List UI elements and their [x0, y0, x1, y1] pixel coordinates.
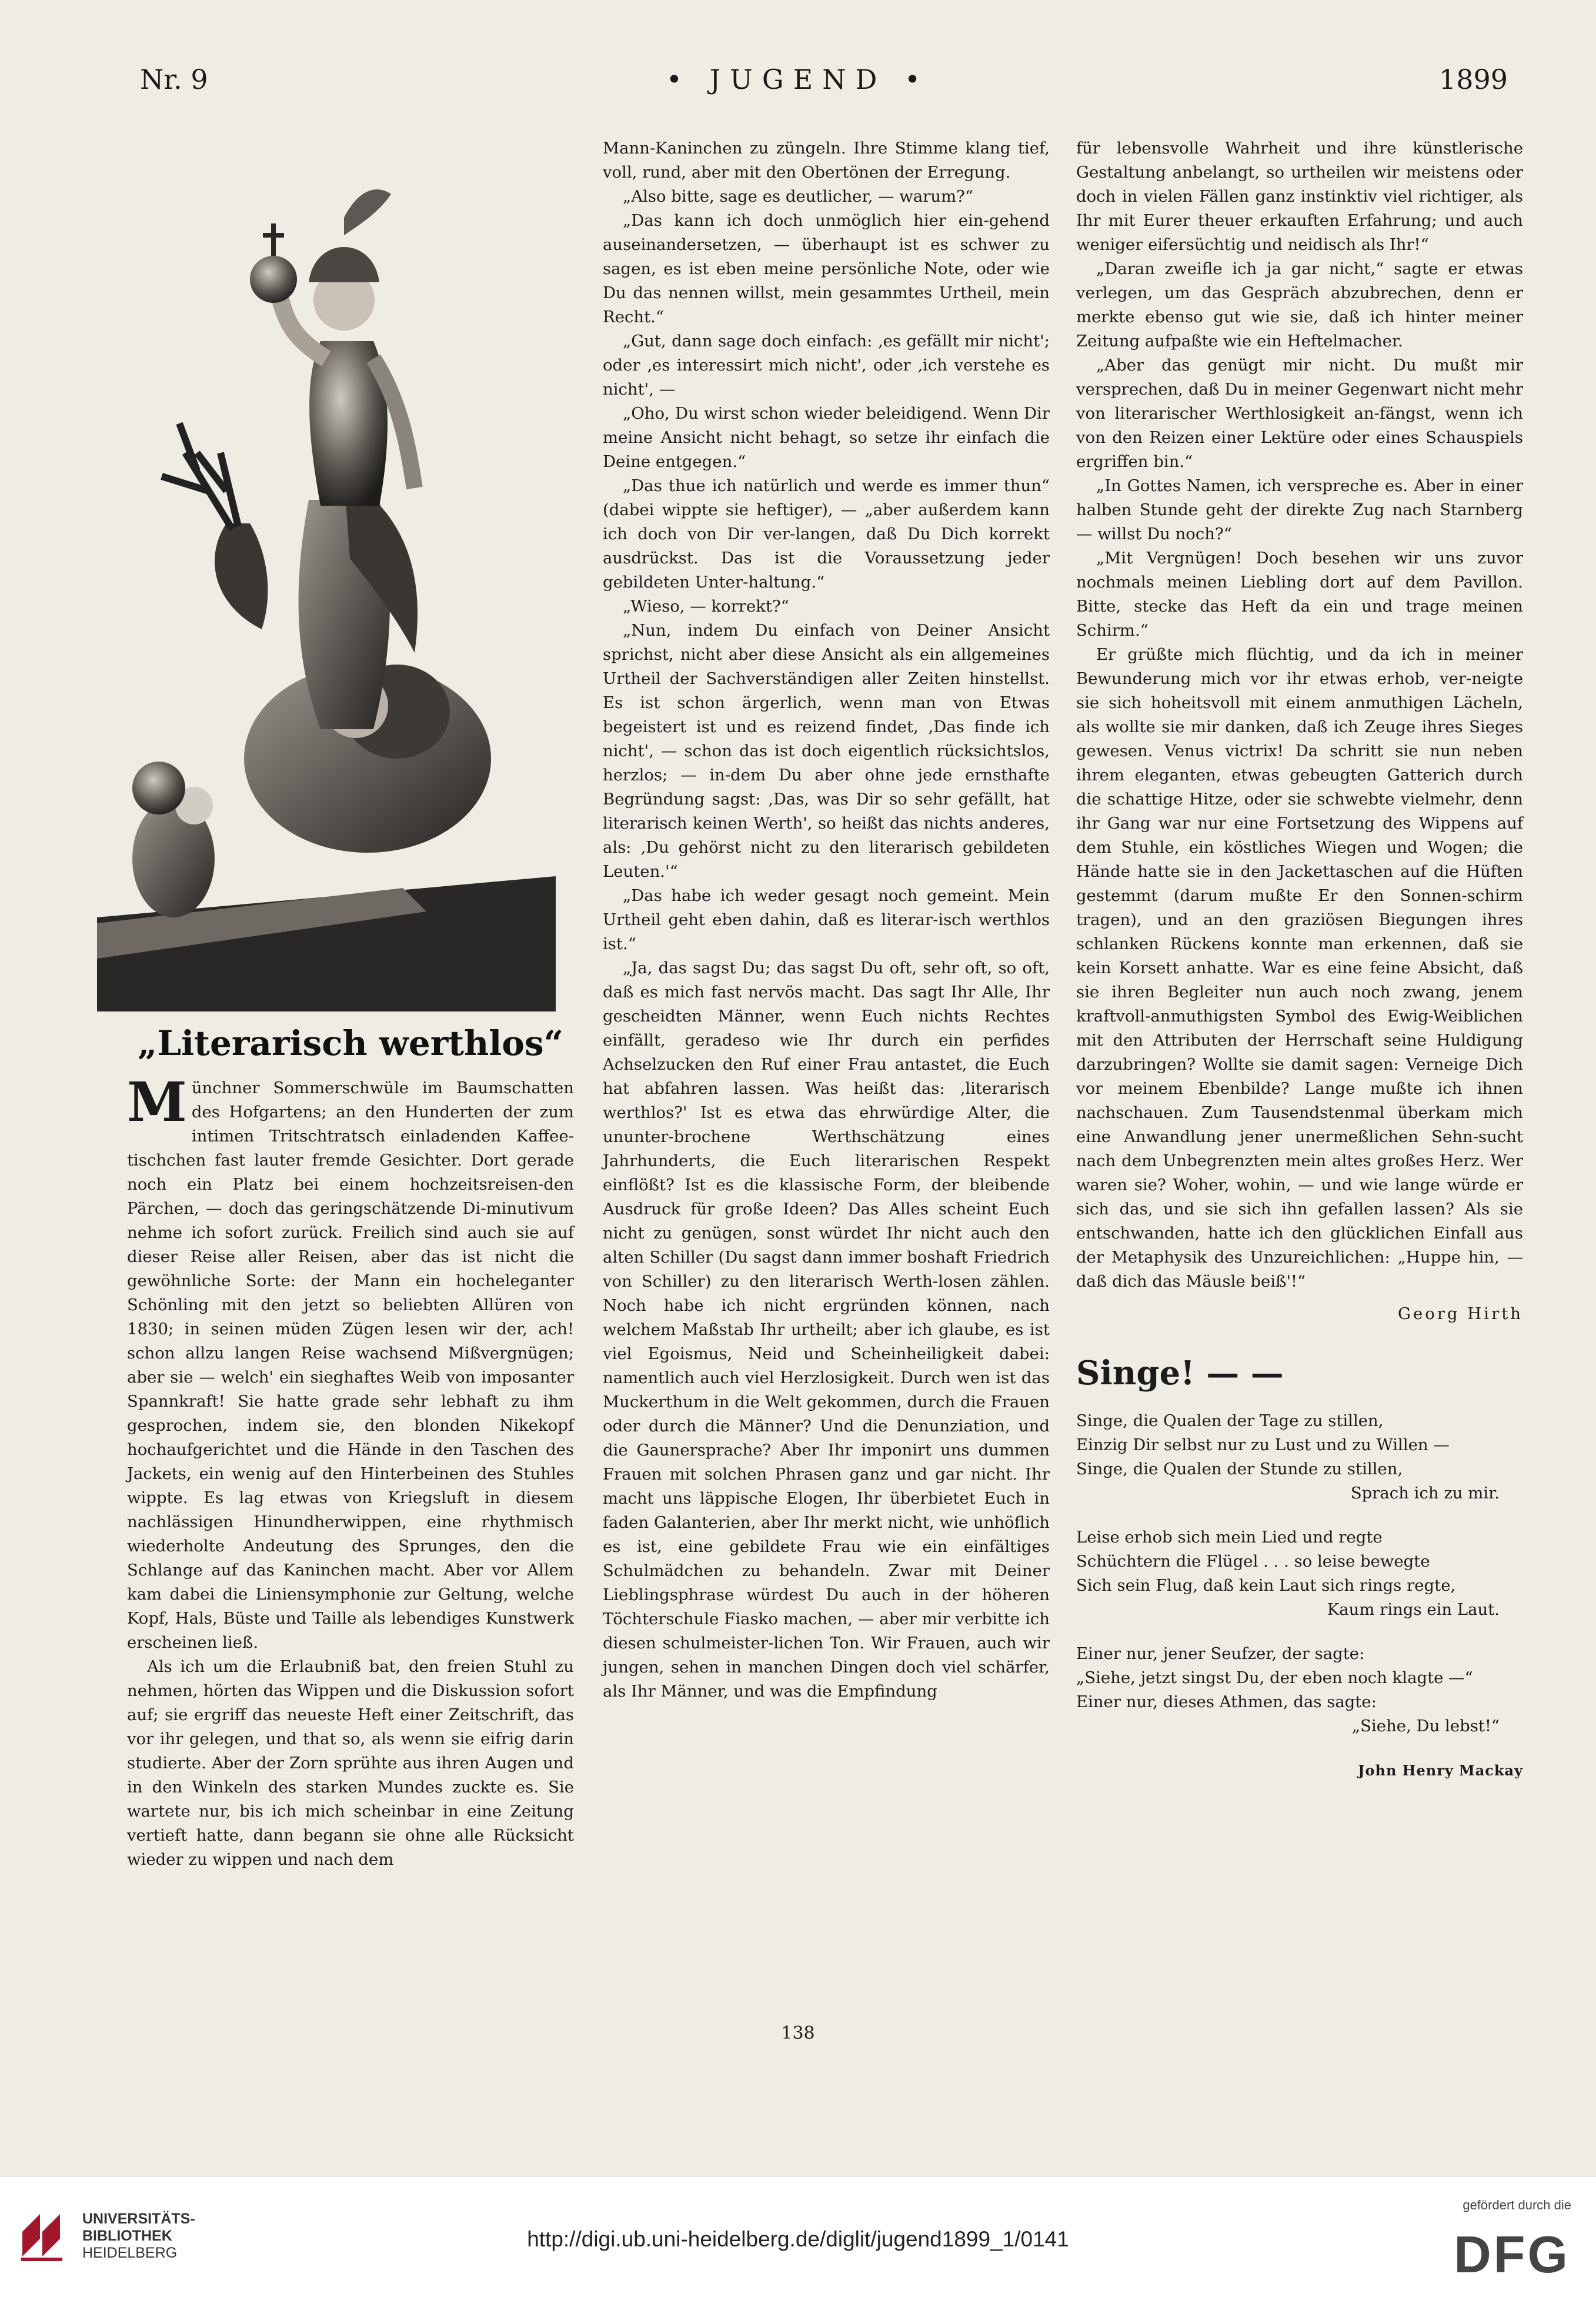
paragraph: „Aber das genügt mir nicht. Du mußt mir versprechen, daß Du in meiner Gegenwart nicht mehr von literarischer Werthlosigkeit an-fängst, wenn ich von den Reizen einer Lektüre oder eines Schauspiels ergriffen bin.“: [1076, 356, 1523, 471]
poem-line: Sprach ich zu mir.: [1350, 1484, 1500, 1503]
page-number: 138: [781, 2023, 815, 2044]
paragraph: „Daran zweifle ich ja gar nicht,“ sagte er etwas verlegen, um das Gespräch abzubrechen, denn er merkte ebenso gut wie sie, daß ich hinter meiner Zeitung aufpaßte wie ein Heftelmacher.: [1076, 259, 1523, 350]
poem-line: Leise erhob sich mein Lied und regte: [1076, 1528, 1383, 1547]
paragraph: „Also bitte, sage es deutlicher, — warum?“: [623, 187, 973, 206]
paragraph: „In Gottes Namen, ich verspreche es. Aber in einer halben Stunde geht der direkte Zug nach Starnberg — willst Du noch?“: [1076, 476, 1523, 543]
permalink[interactable]: http://digi.ub.uni-heidelberg.de/diglit/jugend1899_1/0141: [527, 2227, 1069, 2251]
paragraph: Er grüßte mich flüchtig, und da ich in meiner Bewunderung mich vor ihr etwas erhob, ver-neigte sie sich hoheitsvoll mit einem anmuthigen Lächeln, als wollte sie mir danken, daß ich Zeuge ihres Sieges gewesen. Venus victrix! Da schritt sie nun neben ihrem eleganten, etwas gebeugten Gatterich durch die schattige Hitze, oder sie schwebte vielmehr, denn ihr Gang war nur eine Fortsetzung des Wippens auf dem Stuhle, ein köstliches Wiegen und Wogen; die Hände hatte sie in den Jackettaschen auf die Hüften gestemmt (darum mußte Er den Sonnen-schirm tragen), und an den graziösen Biegungen ihres schlanken Rückens konnte man erkennen, daß sie kein Korsett anhatte. War es eine feine Absicht, daß sie ihren Begleiter nun auch noch zwang, jenem kraftvoll-anmuthigsten Symbol des Ewig-Weiblichen mit den Attributen der Herrschaft seine Huldigung darzubringen? Wollte sie damit sagen: Verneige Dich vor meinem Ebenbilde? Lange mußte ich ihnen nachschauen. Zum Tausendstenmal überkam mich eine Anwandlung jener unermeßlichen Sehn-sucht nach dem Unbegrenzten mein altes großes Herz. Wer waren sie? Woher, wohin, — und wie lange würde er sich das, und sie sich ihn gefallen lassen? Als sie entschwanden, hatte ich den glücklichen Einfall aus der Metaphysik des Unzureichlichen: „Huppe hin, — daß dich das Mäusle beiß'!“: [1076, 645, 1523, 1291]
issue-number: Nr. 9: [140, 64, 208, 95]
paragraph: Münchner Sommerschwüle im Baumschatten des Hofgartens; an den Hunderten der zum intimen Tritschtratsch einladenden Kaffee-tischchen fast lauter fremde Gesichter. Dort gerade noch ein Platz bei einem hochzeitsreisen-den Pärchen, — doch das geringschätzende Di-minutivum nehme ich sofort zurück. Freilich sind auch sie auf dieser Reise aller Reisen, aber das ist nicht die gewöhnliche Sorte: der Mann ein hocheleganter Schönling mit den jetzt so beliebten Allüren von 1830; in seinen müden Zügen lesen wir der, ach! schon allzu langen Reise wachsend Mißvergnügen; aber sie — welch' ein sieghaftes Weib von imposanter Spannkraft! Sie hatte grade sehr lebhaft zu ihm gesprochen, indem sie, den blonden Nikekopf hochaufgerichtet und die Hände in den Taschen des Jackets, ein wenig auf den Hinterbeinen des Stuhles wippte. Es lag etwas von Kriegsluft in diesem nachlässigen Hinundherwippen, eine rhythmisch wiederholte Andeutung des Sprunges, den die Schlange auf das Kaninchen macht. Aber vor Allem kam dabei die Liniensymphonie zur Geltung, welche Kopf, Hals, Büste und Taille als lebendiges Kunstwerk erscheinen ließ.: [127, 1070, 574, 1652]
dfg-logo[interactable]: DFG: [1454, 2225, 1570, 2283]
poem-line: „Siehe, jetzt singst Du, der eben noch klagte —“: [1076, 1668, 1473, 1687]
paragraph: „Das thue ich natürlich und werde es immer thun“ (dabei wippte sie heftiger), — „aber außerdem kann ich doch von Dir ver-langen, daß Du Dich korrekt ausdrückst. Das ist die Voraussetzung jeder gebildeten Unter-haltung.“: [603, 476, 1050, 592]
article-title: „Literarisch werthlos“: [137, 1023, 563, 1063]
poem-line: Sich sein Flug, daß kein Laut sich rings regte,: [1076, 1576, 1456, 1595]
footer-bar: [0, 2176, 1596, 2297]
poem-line: „Siehe, Du lebst!“: [1351, 1717, 1500, 1735]
paragraph: „Mit Vergnügen! Doch besehen wir uns zuvor nochmals meinen Liebling dort auf dem Pavillon. Bitte, stecke das Heft da ein und trage meinen Schirm.“: [1076, 549, 1523, 640]
journal-title: • JUGEND •: [666, 64, 930, 95]
paragraph: „Gut, dann sage doch einfach: ‚es gefällt mir nicht'; oder ‚es interessirt mich nicht', oder ‚ich verstehe es nicht', —: [603, 332, 1050, 399]
poem-line: Singe, die Qualen der Stunde zu stillen,: [1076, 1460, 1403, 1478]
poem-stanza: [1076, 1642, 1523, 1738]
poem-author: John Henry Mackay: [1358, 1762, 1523, 1779]
column-1: [127, 1070, 574, 1872]
paragraph: „Nun, indem Du einfach von Deiner Ansicht sprichst, nicht aber diese Ansicht als ein allgemeines Urtheil der Sachverständigen aller Zeiten hinstellst. Es ist schon ärgerlich, wenn man von Etwas begeistert ist und es reizend findet, ‚Das finde ich nicht', — schon das ist doch eigentlich rücksichtslos, herzlos; — in-dem Du aber ohne jede ernsthafte Begründung sagst: ‚Das, was Dir so sehr gefällt, hat literarisch keinen Werth', so heißt das nichts anderes, als: ‚Du gehörst nicht zu den literarisch gebildeten Leuten.'“: [603, 621, 1050, 881]
poem-line: Schüchtern die Flügel . . . so leise bewegte: [1076, 1552, 1430, 1571]
poem-stanza: [1076, 1409, 1523, 1505]
poem-line: Einzig Dir selbst nur zu Lust und zu Willen —: [1076, 1435, 1450, 1454]
paragraph: „Ja, das sagst Du; das sagst Du oft, sehr oft, so oft, daß es mich fast nervös macht. Das sagt Ihr Alle, Ihr gescheidten Männer, wenn Euch nichts Rechtes einfällt, geradeso wie Ihr durch ein perfides Achselzucken den Ruf einer Frau antastet, die Euch hat abfahren lassen. Was heißt das: ‚literarisch werthlos?' Ist es etwa das ehrwürdige Alter, die ununter-brochene Werthschätzung eines Jahrhunderts, die Euch literarischen Respekt einflößt? Ist es die klassische Form, der bleibende Ausdruck für große Ideen? Das Alles scheint Euch nicht zu genügen, sonst würdet Ihr nicht auch den alten Schiller (Du sagst dann immer boshaft Friedrich von Schiller) zu den literarisch Werth-losen zählen. Noch habe ich nicht ergründen können, nach welchem Maßstab Ihr urtheilt; aber ich glaube, es ist viel Egoismus, Neid und Scheinheiligkeit dabei: namentlich auch viel Herzlosigkeit. Durch wen ist das Muckerthum in die Welt gekommen, durch die Frauen oder durch die Männer? Und die Denunziation, und die Gaunersprache? Aber Ihr imponirt uns dummen Frauen mit solchen Phrasen ganz und gar nicht. Ihr macht uns läppische Elogen, Ihr überbietet Euch in faden Galanterien, aber Ihr merkt nicht, wie unhöflich es ist, eine gebildete Frau wie ein einfältiges Schulmädchen zu behandeln. Zwar mit Deiner Lieblingsphrase würdest Du auch in der höheren Töchterschule Fiasko machen, — aber mir verbitte ich diesen schulmeister-lichen Ton. Wir Frauen, auch wir jungen, sehen in manchen Dingen doch viel schärfer, als Ihr Männer, und was die Empfindung: [603, 959, 1050, 1701]
poem-line: Einer nur, jener Seufzer, der sagte:: [1076, 1644, 1365, 1663]
statue-figure: [97, 147, 556, 1011]
poem-title: Singe! — —: [1076, 1354, 1284, 1393]
paragraph: „Oho, Du wirst schon wieder beleidigend. Wenn Dir meine Ansicht nicht behagt, so setze ihr einfach die Deine entgegen.“: [603, 404, 1050, 471]
paragraph: für lebensvolle Wahrheit und ihre künstlerische Gestaltung anbelangt, so urtheilen wir meistens oder doch in vielen Fällen ganz instinktiv viel richtiger, als Ihr mit Eurer theuer erkauften Erfahrung; und auch weniger eifersüchtig und neidisch als Ihr!“: [1076, 139, 1523, 254]
drop-cap: M: [127, 1070, 187, 1134]
column-3: [1076, 136, 1523, 1782]
poem-line: Einer nur, dieses Athmen, das sagte:: [1076, 1692, 1377, 1711]
year: 1899: [1438, 64, 1508, 95]
poem-line: Kaum rings ein Laut.: [1327, 1600, 1500, 1619]
poem-stanza: [1076, 1525, 1523, 1622]
paragraph: Als ich um die Erlaubniß bat, den freien Stuhl zu nehmen, hörten das Wippen und die Diskussion sofort auf; sie ergriff das neueste Heft einer Zeitschrift, das vor ihr gelegen, und that so, als wenn sie eifrig darin studierte. Aber der Zorn sprühte aus ihren Augen und in den Winkeln des starken Mundes zuckte es. Sie wartete nur, bis ich mich scheinbar in eine Zeitung vertieft hatte, dann begann sie ohne alle Rücksicht wieder zu wippen und nach dem: [127, 1657, 574, 1869]
paragraph: Mann-Kaninchen zu züngeln. Ihre Stimme klang tief, voll, rund, aber mit den Obertönen der Erregung.: [603, 139, 1050, 182]
column-2: [603, 136, 1050, 1704]
article-author: Georg Hirth: [1398, 1304, 1523, 1323]
paragraph: „Das habe ich weder gesagt noch gemeint. Mein Urtheil geht eben dahin, daß es literar-isch werthlos ist.“: [603, 886, 1050, 953]
paragraph: „Das kann ich doch unmöglich hier ein-gehend auseinandersetzen, — überhaupt ist es schwer zu sagen, es ist eben meine persönliche Note, oder wie Du das nennen willst, mein gesammtes Urtheil, mein Recht.“: [603, 211, 1050, 326]
sponsor-text: gefördert durch die: [1463, 2198, 1571, 2212]
paragraph: „Wieso, — korrekt?“: [623, 597, 789, 616]
library-name[interactable]: UNIVERSITÄTS- BIBLIOTHEK HEIDELBERG: [82, 2211, 195, 2261]
poem-line: Singe, die Qualen der Tage zu stillen,: [1076, 1411, 1384, 1430]
